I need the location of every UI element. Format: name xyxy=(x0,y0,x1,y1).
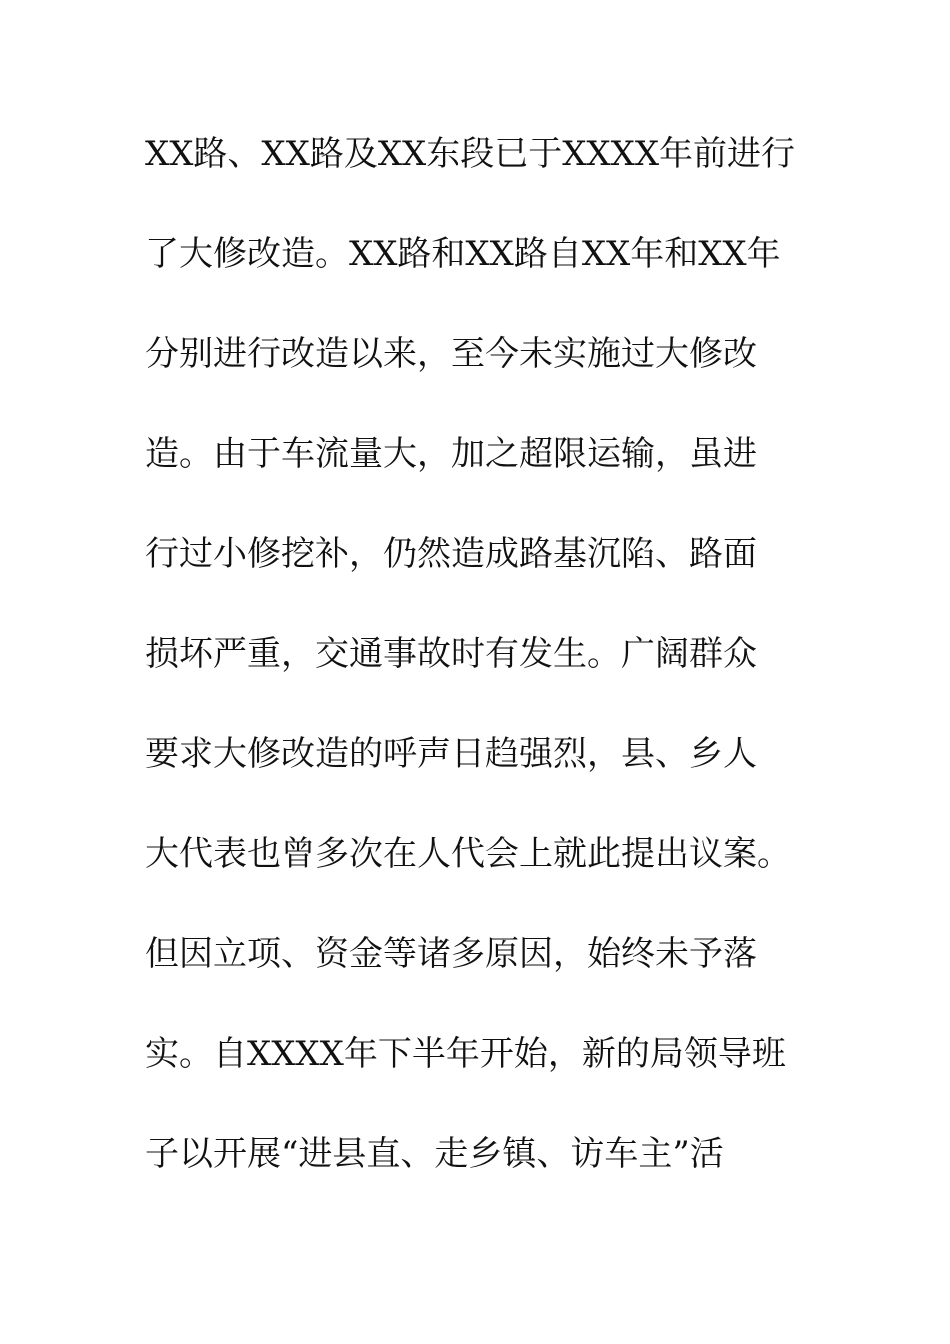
text-line: 但因立项、资金等诸多原因，始终未予落 xyxy=(145,934,757,974)
body-paragraph xyxy=(145,122,825,1222)
text-line: 造。由于车流量大，加之超限运输，虽进 xyxy=(145,434,757,474)
text-line: 了大修改造。XX路和XX路自XX年和XX年 xyxy=(145,234,781,274)
text-line: 子以开展“进县直、走乡镇、访车主”活 xyxy=(145,1134,724,1174)
text-line: 实。自XXXX年下半年开始，新的局领导班 xyxy=(145,1034,786,1074)
text-line: XX路、XX路及XX东段已于XXXX年前进行 xyxy=(145,134,796,174)
text-line: 分别进行改造以来，至今未实施过大修改 xyxy=(145,334,757,374)
text-line: 行过小修挖补，仍然造成路基沉陷、路面 xyxy=(145,534,757,574)
text-line: 大代表也曾多次在人代会上就此提出议案。 xyxy=(145,834,791,874)
text-line: 损坏严重，交通事故时有发生。广阔群众 xyxy=(145,634,757,674)
text-line: 要求大修改造的呼声日趋强烈，县、乡人 xyxy=(145,734,757,774)
